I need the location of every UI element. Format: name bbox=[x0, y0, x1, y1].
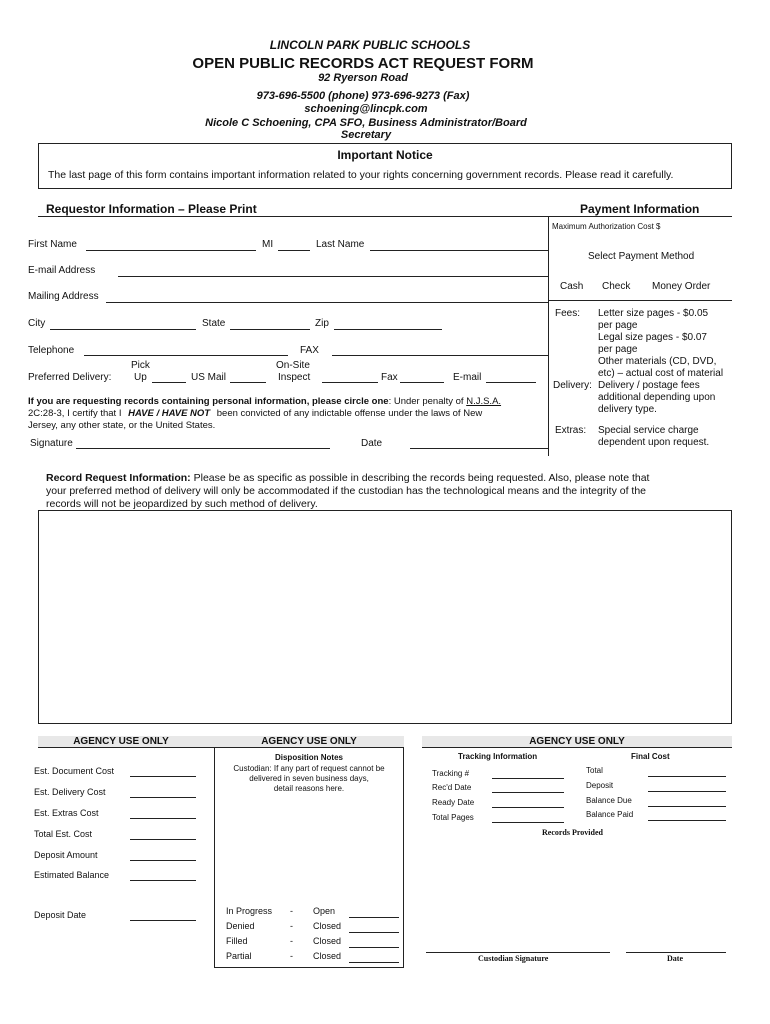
first-name-label: First Name bbox=[28, 239, 77, 250]
form-title: OPEN PUBLIC RECORDS ACT REQUEST FORM bbox=[192, 55, 534, 72]
ready-date-field[interactable] bbox=[492, 807, 564, 808]
final-cost-title: Final Cost bbox=[631, 752, 670, 761]
fax-delivery-label: Fax bbox=[381, 372, 398, 383]
status-dash: - bbox=[290, 906, 293, 916]
certification-line3: Jersey, any other state, or the United States. bbox=[28, 420, 216, 431]
payment-rule bbox=[548, 216, 732, 217]
mi-label: MI bbox=[262, 239, 274, 250]
status-dash: - bbox=[290, 936, 293, 946]
payment-heading: Payment Information bbox=[580, 202, 700, 216]
state-field[interactable] bbox=[230, 329, 310, 330]
recd-date-label: Rec'd Date bbox=[432, 783, 472, 792]
balance-paid-label: Balance Paid bbox=[586, 810, 634, 819]
phones: 973-696-5500 (phone) 973-696-9273 (Fax) bbox=[256, 90, 470, 102]
status-closed[interactable]: Closed bbox=[313, 936, 342, 946]
email-delivery-label: E-mail bbox=[453, 372, 482, 383]
select-payment-label: Select Payment Method bbox=[588, 251, 695, 262]
fee-line: per page bbox=[598, 344, 638, 355]
extras-line: Special service charge bbox=[598, 425, 699, 436]
date-label: Date bbox=[361, 438, 383, 449]
est-extras-cost-label: Est. Extras Cost bbox=[34, 808, 99, 818]
custodian-signature-label: Custodian Signature bbox=[478, 954, 549, 963]
mailing-field[interactable] bbox=[106, 302, 548, 303]
org-name: LINCOLN PARK PUBLIC SCHOOLS bbox=[269, 38, 471, 52]
status-closed-field[interactable] bbox=[349, 932, 399, 933]
record-text1: Please be as specific as possible in describing the records being requested. Also, please note that bbox=[190, 472, 650, 484]
inspect-field[interactable] bbox=[322, 382, 378, 383]
pick-label: Pick bbox=[131, 360, 150, 371]
total-est-cost-label: Total Est. Cost bbox=[34, 829, 93, 839]
fee-line: Other materials (CD, DVD, bbox=[598, 356, 717, 367]
notice-title: Important Notice bbox=[337, 148, 433, 162]
agency-section bbox=[34, 736, 732, 968]
extras-label: Extras: bbox=[555, 425, 587, 436]
delivery-label: Delivery: bbox=[553, 380, 592, 391]
record-label: Record Request Information: bbox=[46, 472, 191, 484]
usmail-label: US Mail bbox=[191, 372, 227, 383]
notice-box bbox=[38, 143, 732, 189]
requestor-rule bbox=[38, 216, 548, 217]
cert-rest: : Under penalty of bbox=[388, 396, 467, 407]
status-open-field[interactable] bbox=[349, 917, 399, 918]
fees-label: Fees: bbox=[555, 308, 581, 319]
delivery-line: additional depending upon bbox=[598, 392, 716, 403]
status-open[interactable]: Open bbox=[313, 906, 336, 916]
contact-person: Nicole C Schoening, CPA SFO, Business Administrator/Board bbox=[205, 117, 527, 129]
total-pages-label: Total Pages bbox=[432, 813, 474, 822]
extras-list bbox=[598, 425, 709, 449]
max-auth-label: Maximum Authorization Cost $ bbox=[552, 222, 661, 231]
requestor-heading: Requestor Information – Please Print bbox=[46, 202, 257, 216]
usmail-field[interactable] bbox=[230, 382, 266, 383]
fee-line: per page bbox=[598, 320, 638, 331]
extras-line: dependent upon request. bbox=[598, 437, 710, 448]
fee-line: etc) – actual cost of material bbox=[598, 368, 724, 379]
est-balance-field[interactable] bbox=[130, 880, 196, 881]
custodian-date-field[interactable] bbox=[626, 952, 726, 953]
agency-rule-1 bbox=[38, 747, 214, 748]
last-name-field[interactable] bbox=[370, 250, 548, 251]
recd-date-field[interactable] bbox=[492, 792, 564, 793]
fax-label: FAX bbox=[300, 345, 319, 356]
est-extras-cost-field[interactable] bbox=[130, 818, 196, 819]
custodian-signature-field[interactable] bbox=[426, 952, 610, 953]
inspect-label: Inspect bbox=[278, 372, 311, 383]
total-est-cost-field[interactable] bbox=[130, 839, 196, 840]
cash-option[interactable]: Cash bbox=[560, 281, 584, 292]
balance-due-field[interactable] bbox=[648, 806, 726, 807]
city-label: City bbox=[28, 318, 46, 329]
final-total-field[interactable] bbox=[648, 776, 726, 777]
signature-field[interactable] bbox=[76, 448, 330, 449]
delivery-line: delivery type. bbox=[598, 404, 657, 415]
preferred-delivery-label: Preferred Delivery: bbox=[28, 372, 112, 383]
est-delivery-cost-field[interactable] bbox=[130, 797, 196, 798]
disposition-line: delivered in seven business days, bbox=[249, 774, 369, 783]
status-closed-field[interactable] bbox=[349, 962, 399, 963]
status-closed[interactable]: Closed bbox=[313, 951, 342, 961]
certification-line2 bbox=[28, 408, 482, 419]
record-line3: records will not be jeopardized by such method of delivery. bbox=[46, 498, 318, 510]
fax-field[interactable] bbox=[332, 355, 548, 356]
telephone-field[interactable] bbox=[84, 355, 288, 356]
up-label: Up bbox=[134, 372, 147, 383]
cert2b: been convicted of any indictable offense under the laws of New bbox=[216, 408, 483, 419]
final-total-label: Total bbox=[586, 766, 603, 775]
have-have-not[interactable]: HAVE / HAVE NOT bbox=[128, 408, 211, 419]
tracking-number-label: Tracking # bbox=[432, 769, 470, 778]
est-balance-label: Estimated Balance bbox=[34, 870, 110, 880]
deposit-amount-label: Deposit Amount bbox=[34, 850, 98, 860]
email-label: E-mail Address bbox=[28, 265, 96, 276]
onsite-label: On-Site bbox=[276, 360, 310, 371]
last-name-label: Last Name bbox=[316, 239, 365, 250]
deposit-amount-field[interactable] bbox=[130, 860, 196, 861]
fees-list bbox=[598, 308, 723, 380]
final-deposit-field[interactable] bbox=[648, 791, 726, 792]
status-in-progress[interactable]: In Progress bbox=[226, 906, 273, 916]
record-line1 bbox=[46, 472, 649, 484]
est-doc-cost-field[interactable] bbox=[130, 776, 196, 777]
fee-line: Legal size pages - $0.07 bbox=[598, 332, 707, 343]
notice-text: The last page of this form contains important information related to your rights concerning government records. Please read it carefully. bbox=[48, 169, 674, 181]
balance-due-label: Balance Due bbox=[586, 796, 632, 805]
mailing-label: Mailing Address bbox=[28, 291, 99, 302]
custodian-date-label: Date bbox=[667, 954, 683, 963]
status-denied[interactable]: Denied bbox=[226, 921, 255, 931]
contact-person-cont: Secretary bbox=[340, 129, 392, 141]
email-field[interactable] bbox=[118, 276, 548, 277]
deposit-date-field[interactable] bbox=[130, 920, 196, 921]
agency-rule-3 bbox=[422, 747, 732, 748]
fax-delivery-field[interactable] bbox=[400, 382, 444, 383]
status-closed[interactable]: Closed bbox=[313, 921, 342, 931]
money-order-option[interactable]: Money Order bbox=[652, 281, 711, 292]
deposit-date-label: Deposit Date bbox=[34, 910, 87, 920]
certification-line1 bbox=[28, 396, 501, 407]
mi-field[interactable] bbox=[278, 250, 310, 251]
agency-heading-2: AGENCY USE ONLY bbox=[261, 736, 357, 747]
cert2a: 2C:28-3, I certify that I bbox=[28, 408, 122, 419]
telephone-label: Telephone bbox=[28, 345, 75, 356]
disposition-line: detail reasons here. bbox=[273, 784, 345, 793]
status-dash: - bbox=[290, 951, 293, 961]
state-label: State bbox=[202, 318, 226, 329]
record-request-textarea[interactable] bbox=[38, 510, 732, 724]
zip-field[interactable] bbox=[334, 329, 442, 330]
requestor-divider bbox=[548, 216, 549, 456]
date-field[interactable] bbox=[410, 448, 548, 449]
agency-heading-1: AGENCY USE ONLY bbox=[73, 736, 169, 747]
signature-label: Signature bbox=[30, 438, 73, 449]
records-provided-label: Records Provided bbox=[542, 828, 603, 837]
ready-date-label: Ready Date bbox=[432, 798, 475, 807]
disposition-title: Disposition Notes bbox=[274, 753, 343, 762]
email-contact: schoening@lincpk.com bbox=[304, 103, 428, 115]
status-filled[interactable]: Filled bbox=[226, 936, 248, 946]
tracking-title: Tracking Information bbox=[458, 752, 538, 761]
est-doc-cost-label: Est. Document Cost bbox=[34, 766, 115, 776]
total-pages-field[interactable] bbox=[492, 822, 564, 823]
check-option[interactable]: Check bbox=[602, 281, 631, 292]
address: 92 Ryerson Road bbox=[318, 72, 408, 84]
agency-heading-3: AGENCY USE ONLY bbox=[529, 736, 625, 747]
disposition-line: Custodian: If any part of request cannot be bbox=[233, 764, 385, 773]
first-name-field[interactable] bbox=[86, 250, 256, 251]
disposition-text bbox=[214, 764, 404, 794]
delivery-line: Delivery / postage fees bbox=[598, 380, 700, 391]
pickup-field[interactable] bbox=[152, 382, 186, 383]
cert-bold: If you are requesting records containing personal information, please circle one bbox=[28, 396, 389, 407]
record-line2: your preferred method of delivery will only be accommodated if the custodian has the technological means and the integrity of the bbox=[46, 485, 647, 497]
njsa-link: N.J.S.A. bbox=[466, 396, 502, 407]
status-dash: - bbox=[290, 921, 293, 931]
delivery-list bbox=[598, 380, 715, 416]
balance-paid-field[interactable] bbox=[648, 820, 726, 821]
status-closed-field[interactable] bbox=[349, 947, 399, 948]
payment-rule-2 bbox=[548, 300, 732, 301]
tracking-number-field[interactable] bbox=[492, 778, 564, 779]
city-field[interactable] bbox=[50, 329, 196, 330]
zip-label: Zip bbox=[315, 318, 329, 329]
fee-line: Letter size pages - $0.05 bbox=[598, 308, 709, 319]
email-delivery-field[interactable] bbox=[486, 382, 536, 383]
final-deposit-label: Deposit bbox=[586, 781, 614, 790]
est-delivery-cost-label: Est. Delivery Cost bbox=[34, 787, 106, 797]
status-partial[interactable]: Partial bbox=[226, 951, 252, 961]
